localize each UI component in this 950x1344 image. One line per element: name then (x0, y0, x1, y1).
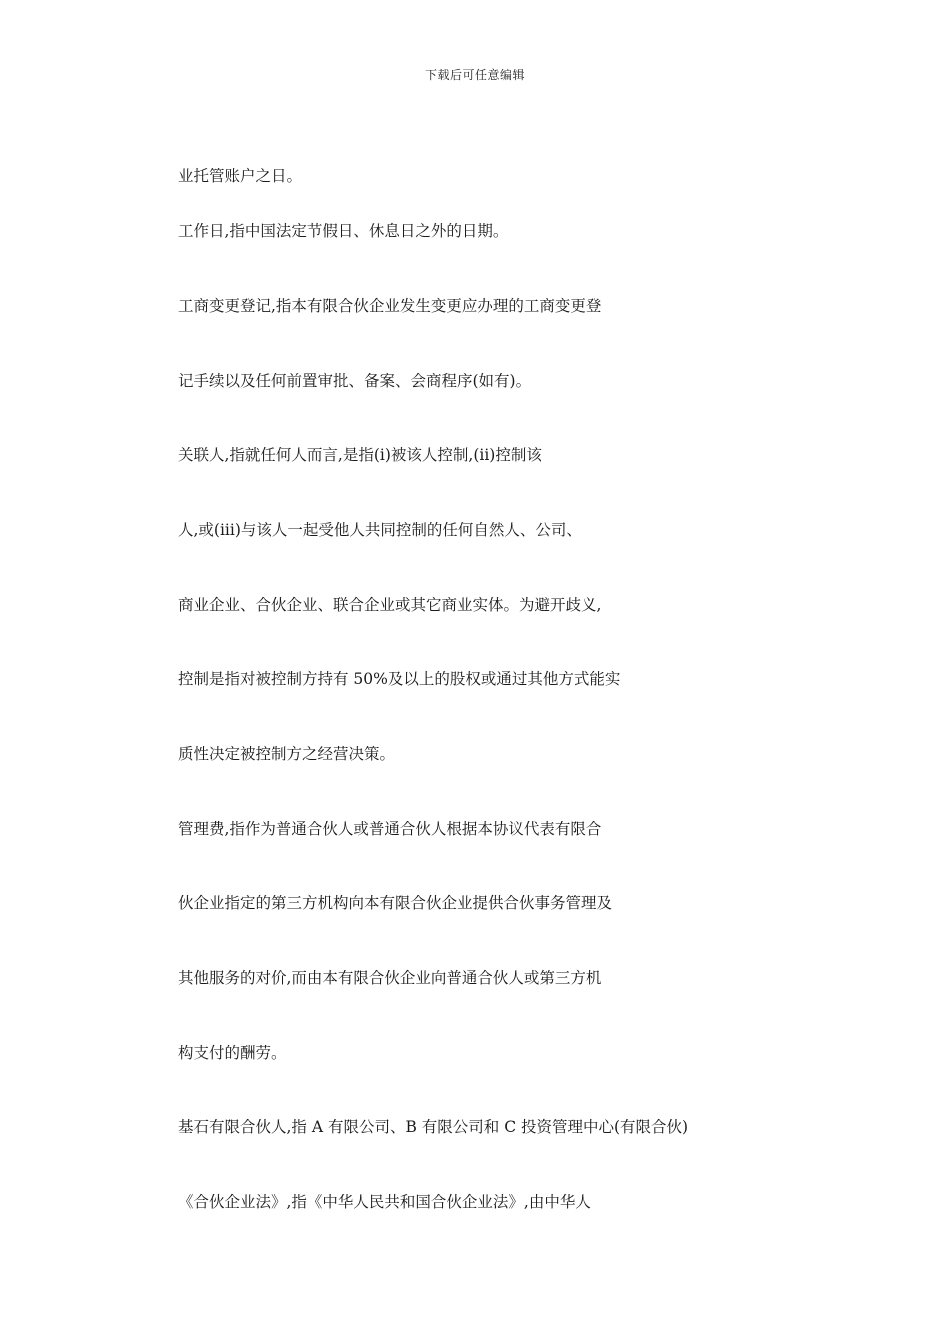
header-note: 下载后可任意编辑 (424, 68, 525, 82)
text-line: 工作日,指中国法定节假日、休息日之外的日期。 (178, 222, 509, 240)
text-line: 关联人,指就任何人而言,是指(i)被该人控制,(ii)控制该 (178, 446, 542, 464)
text-line: 记手续以及任何前置审批、备案、会商程序(如有)。 (178, 372, 532, 390)
text-line: 构支付的酬劳。 (178, 1044, 287, 1062)
text-line: 控制是指对被控制方持有 50%及以上的股权或通过其他方式能实 (178, 670, 621, 688)
text-line: 业托管账户之日。 (178, 167, 303, 185)
text-line: 《合伙企业法》,指《中华人民共和国合伙企业法》,由中华人 (178, 1193, 591, 1211)
text-line: 质性决定被控制方之经营决策。 (178, 745, 396, 763)
text-line: 管理费,指作为普通合伙人或普通合伙人根据本协议代表有限合 (178, 820, 602, 838)
text-line: 商业企业、合伙企业、联合企业或其它商业实体。为避开歧义, (178, 596, 602, 614)
text-line: 工商变更登记,指本有限合伙企业发生变更应办理的工商变更登 (178, 297, 602, 315)
text-line: 伙企业指定的第三方机构向本有限合伙企业提供合伙事务管理及 (178, 894, 613, 912)
text-line: 其他服务的对价,而由本有限合伙企业向普通合伙人或第三方机 (178, 969, 602, 987)
text-line: 基石有限合伙人,指 A 有限公司、B 有限公司和 C 投资管理中心(有限合伙) (178, 1118, 689, 1136)
text-line: 人,或(iii)与该人一起受他人共同控制的任何自然人、公司、 (178, 521, 582, 539)
